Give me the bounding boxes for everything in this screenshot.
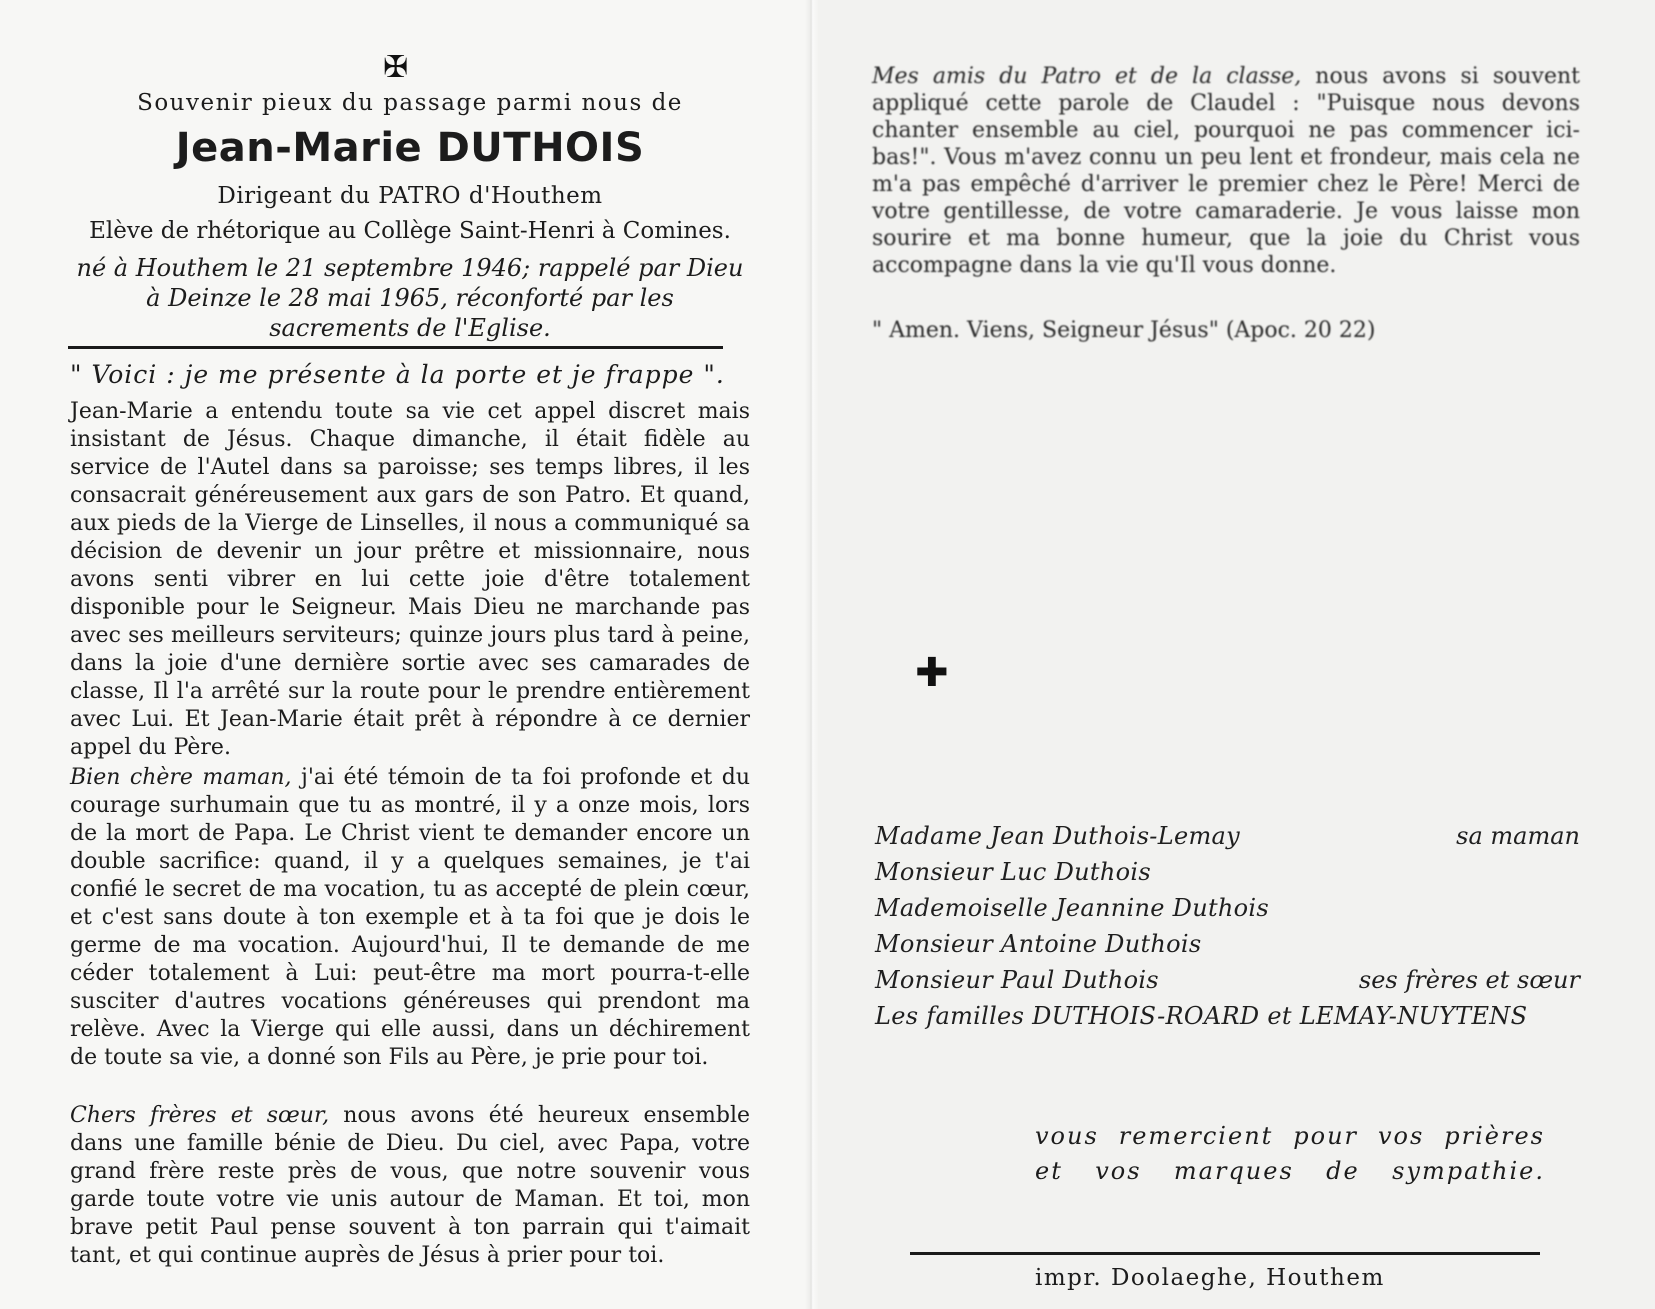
paragraph-vocation: Jean-Marie a entendu toute sa vie cet appel discret mais insistant de Jésus. Chaque dimanche, il était fidèle au service de l'Autel dans sa paroisse; ses temps libres, il les consacrait généreusement aux gars de son Patro. Et quand, aux pieds de la Vierge de Linselles, il nous a communiqué sa décision de devenir un jour prêtre et missionnaire, nous avons senti vibrer en lui cette joie d'être totalement disponible pour le Seigneur. Mais Dieu ne marchande pas avec ses meilleurs serviteurs; quinze jours plus tard à peine, dans la joie d'une dernière sortie avec ses camarades de classe, Il l'a arrêté sur la route pour le prendre entièrement avec Lui. Et Jean-Marie était prêt à répondre à ce dernier appel du Père.: [70, 399, 750, 760]
paragraph-siblings-body: nous avons été heureux ensemble dans une famille bénie de Dieu. Du ciel, avec Papa, votre grand frère reste près de vous, que notre souvenir vous garde toute votre vie unis autour de Maman. Et toi, mon brave petit Paul pense souvent à ton parrain qui t'aimait tant, et qui continue auprès de Jésus à prier pour toi.: [70, 1103, 750, 1268]
friends-message: [872, 63, 1580, 279]
family-name: Monsieur Antoine Duthois: [875, 930, 1202, 958]
divider-rule: [68, 346, 723, 349]
souvenir-heading: Souvenir pieux du passage parmi nous de: [137, 90, 683, 116]
family-name: Madame Jean Duthois-Lemay: [875, 822, 1240, 850]
dates-line-1: né à Houthem le 21 septembre 1946; rappelé par Dieu: [76, 254, 744, 282]
dates-line-3: sacrements de l'Eglise.: [269, 314, 551, 342]
paragraph-mother-lead: Bien chère maman,: [70, 765, 292, 790]
family-row: [875, 930, 1580, 966]
printer-credit: impr. Doolaeghe, Houthem: [1035, 1265, 1385, 1291]
family-name: Monsieur Luc Duthois: [875, 858, 1151, 886]
family-row: [875, 822, 1580, 858]
family-list: [875, 822, 1580, 1038]
paragraph-mother: [70, 764, 750, 1072]
paragraph-siblings-lead: Chers frères et sœur,: [70, 1103, 330, 1128]
cross-icon: ✠: [383, 50, 409, 85]
dates-line-2: à Deinze le 28 mai 1965, réconforté par les: [146, 284, 674, 312]
family-name: Les familles DUTHOIS-ROARD et LEMAY-NUYTENS: [875, 1002, 1528, 1030]
friends-message-body: nous avons si souvent appliqué cette parole de Claudel : "Puisque nous devons chanter ensemble au ciel, pourquoi ne pas commencer ici-bas!". Vous m'avez connu un peu lent et frondeur, mais cela ne m'a pas empêché d'arriver le premier chez le Père! Merci de votre gentillesse, de votre camaraderie. Je vous laisse mon sourire et ma bonne humeur, que la joie du Christ vous accompagne dans la vie qu'Il vous donne.: [872, 64, 1580, 278]
family-row: [875, 1002, 1580, 1038]
divider-rule: [910, 1252, 1540, 1255]
dates-block: [70, 253, 750, 343]
family-relation: sa maman: [1456, 822, 1580, 850]
thanks-line-1: vous remercient pour vos prières: [1035, 1122, 1545, 1150]
thanks-line-2: et vos marques de sympathie.: [1035, 1157, 1545, 1185]
family-row: [875, 966, 1580, 1002]
deceased-name: Jean-Marie DUTHOIS: [175, 125, 645, 171]
family-name: Monsieur Paul Duthois: [875, 966, 1159, 994]
apocalypse-quote: " Amen. Viens, Seigneur Jésus" (Apoc. 20 22): [872, 318, 1376, 343]
family-name: Mademoiselle Jeannine Duthois: [875, 894, 1269, 922]
scripture-quote: " Voici : je me présente à la porte et je frappe ".: [70, 360, 725, 389]
school-line: Elève de rhétorique au Collège Saint-Henri à Comines.: [89, 218, 731, 244]
friends-message-lead: Mes amis du Patro et de la classe,: [872, 64, 1302, 89]
paragraph-mother-body: j'ai été témoin de ta foi profonde et du courage surhumain que tu as montré, il y a onze mois, lors de la mort de Papa. Le Christ vient te demander encore un double sacrifice: quand, il y a quelques semaines, je t'ai confié le secret de ma vocation, tu as accepté de plein cœur, et c'est sans doute à ton exemple et à ta foi que je dois le germe de ma vocation. Aujourd'hui, Il te demande de me céder totalement à Lui: peut-être ma mort pourra-t-elle susciter d'autres vocations généreuses qui prendont ma relève. Avec la Vierge qui elle aussi, dans un déchirement de toute sa vie, a donné son Fils au Père, je prie pour toi.: [70, 765, 750, 1070]
role-line: Dirigeant du PATRO d'Houthem: [217, 183, 603, 209]
family-row: [875, 894, 1580, 930]
cross-icon: ✚: [915, 650, 949, 696]
family-row: [875, 858, 1580, 894]
family-relation: ses frères et sœur: [1358, 966, 1580, 994]
paragraph-siblings: [70, 1102, 750, 1270]
fold-crease: [805, 0, 819, 1309]
